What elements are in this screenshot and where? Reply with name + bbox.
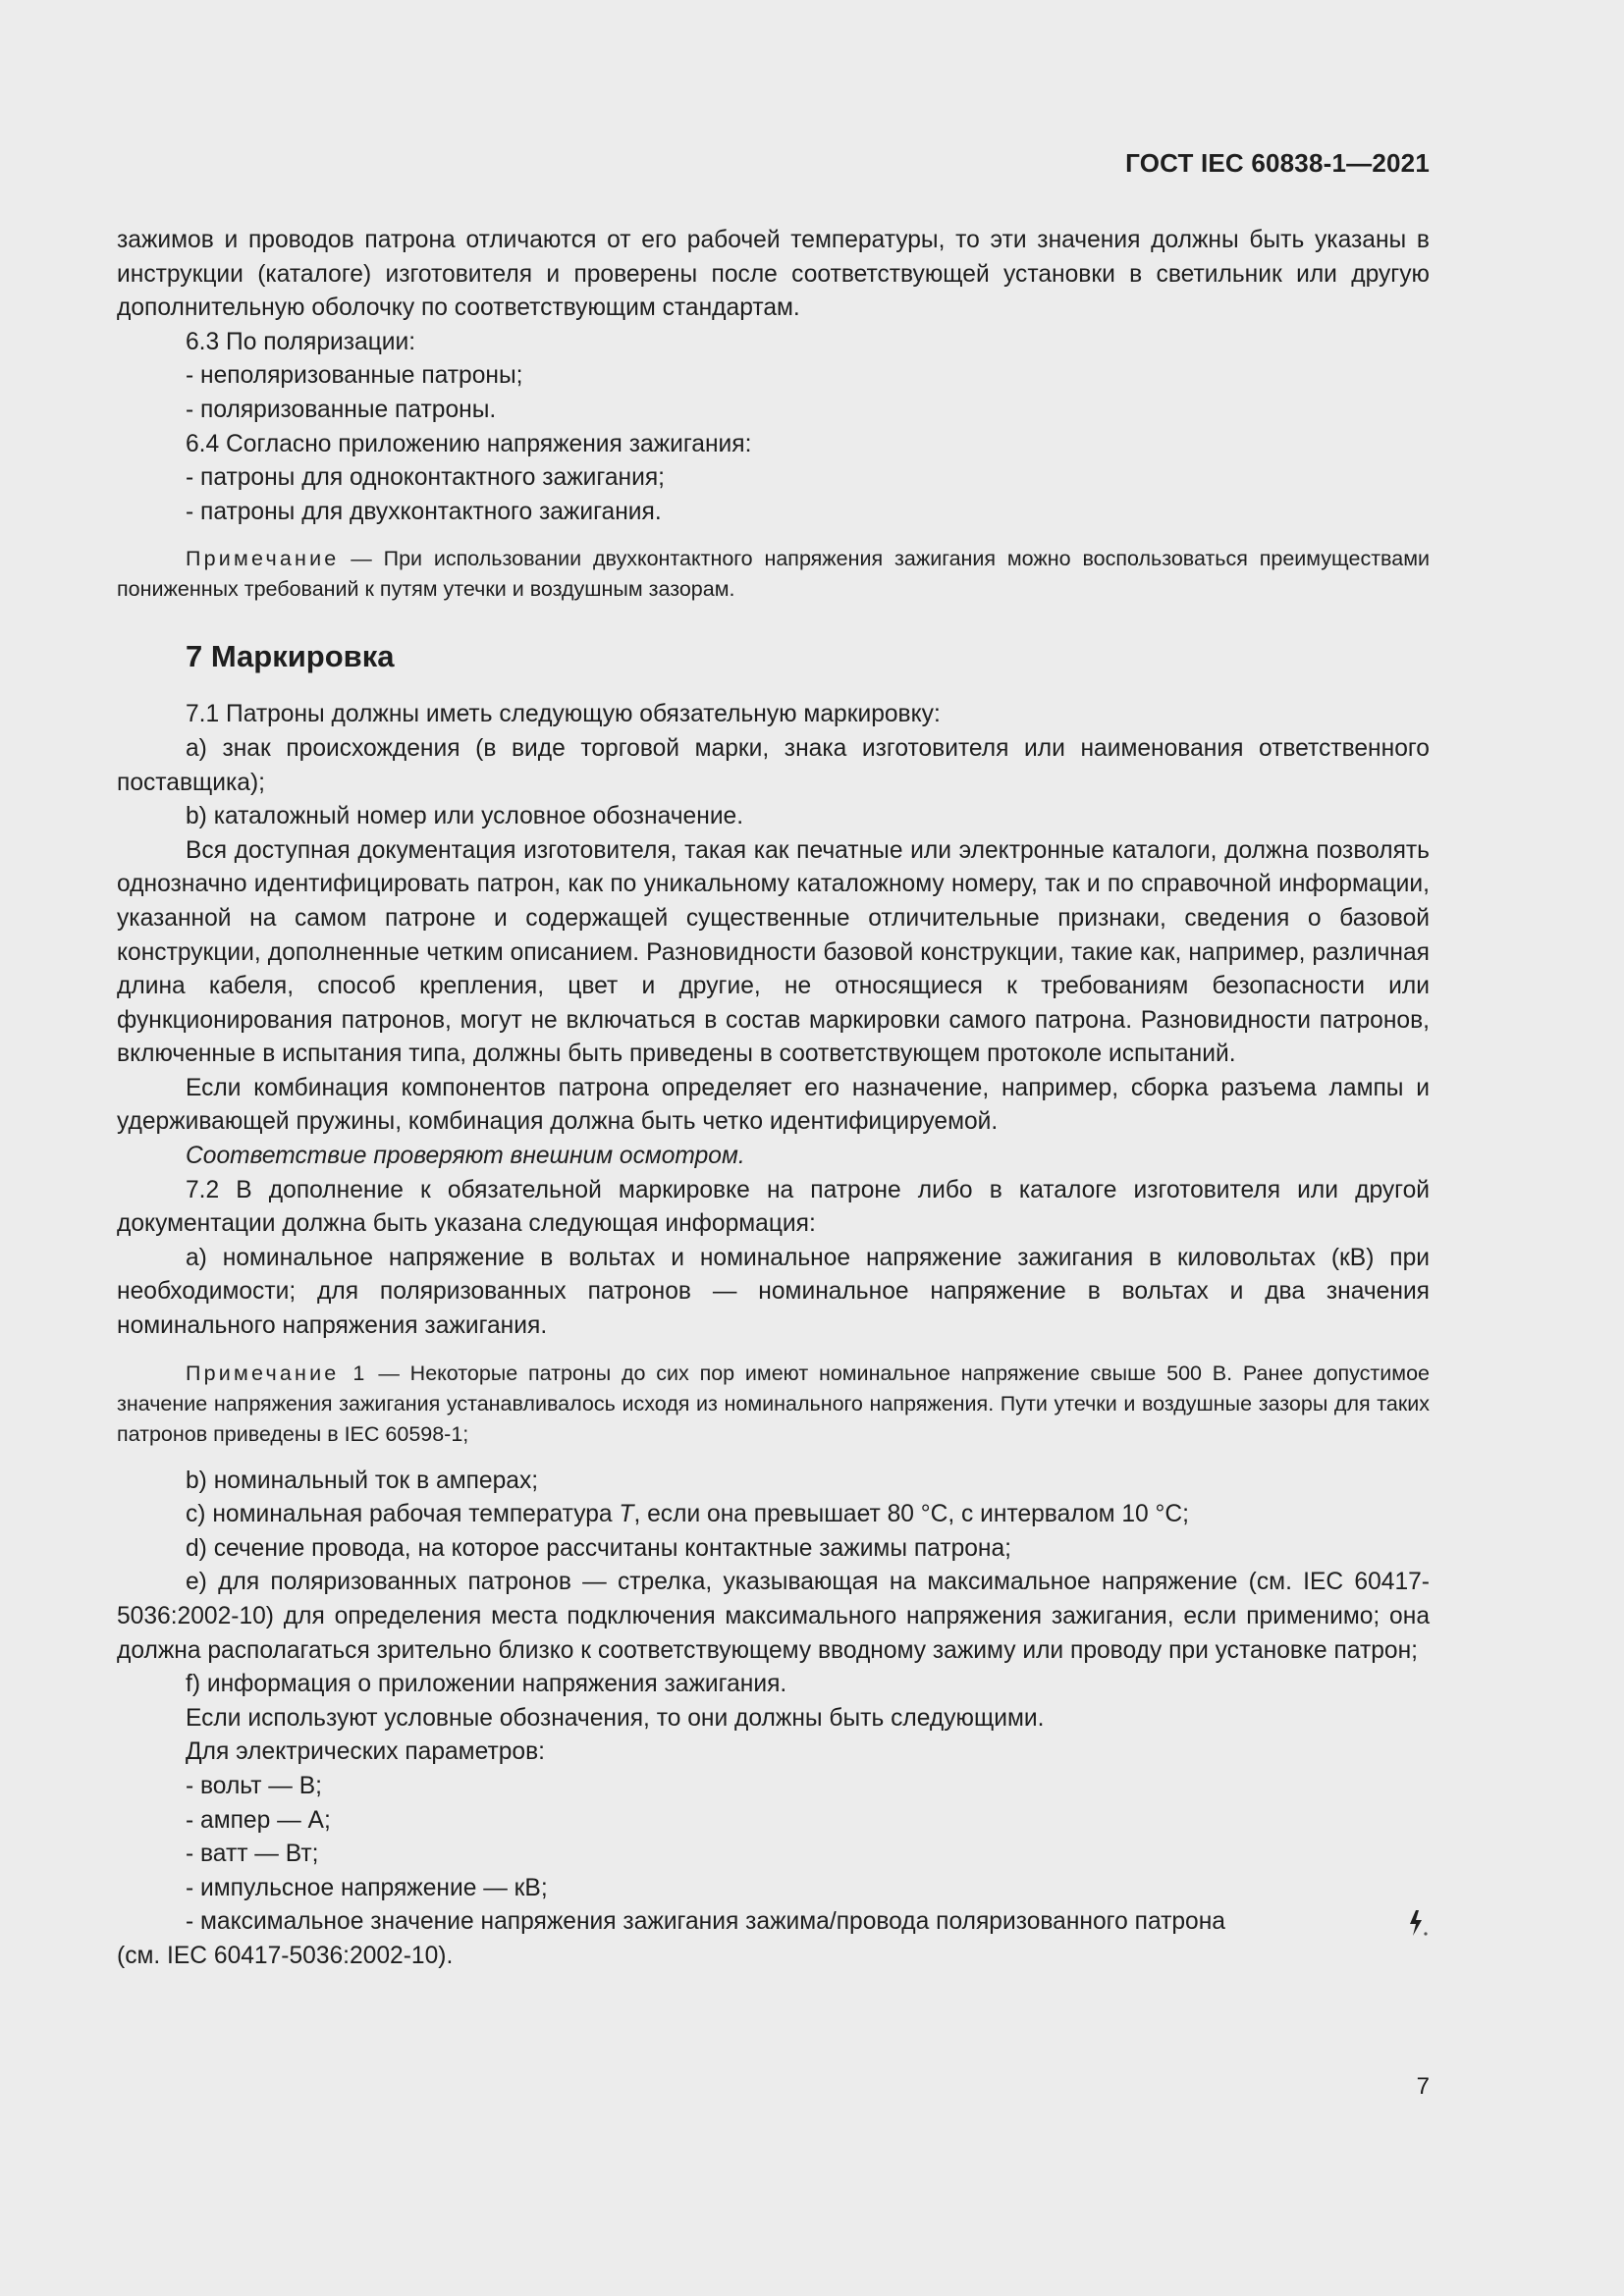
compliance-check: Соответствие проверяют внешним осмотром.: [186, 1143, 745, 1170]
unit-item: - ампер — А;: [186, 1806, 331, 1834]
max-voltage-item: [117, 1905, 1430, 1940]
note-text: — При использовании двухконтактного напряжения зажигания можно воспользоваться преимуществами пониженных требований к путям утечки и воздушным зазорам.: [117, 547, 1430, 602]
page-content: [117, 224, 1430, 1974]
clause-7-2-item-b: b) номинальный ток в амперах;: [186, 1467, 539, 1494]
max-voltage-text: - максимальное значение напряжения зажигания зажима/провода поляризованного патрона: [186, 1908, 1225, 1936]
clause-7-2-item-a: а) номинальное напряжение в вольтах и номинальное напряжение зажигания в киловольтах (кВ) при необходимости; для поляризованных патронов — номинальное напряжение в вольтах и два значения номинального напряжения зажигания.: [117, 1244, 1430, 1340]
section-7-heading: 7 Маркировка: [186, 639, 395, 674]
list-item: - патроны для двухконтактного зажигания.: [186, 498, 662, 525]
max-voltage-reference: (см. IEC 60417-5036:2002-10).: [117, 1942, 454, 1969]
paragraph-documentation: Вся доступная документация изготовителя, такая как печатные или электронные каталоги, должна позволять однозначно идентифицировать патрон, как по уникальному каталожному номеру, так и по справочной информации, указанной на самом патроне и содержащей существенные отличительные признаки, сведения о базовой конструкции, дополненные четким описанием. Разновидности базовой конструкции, такие как, например, различная длина кабеля, способ крепления, цвет и другие, не относящиеся к требованиям безопасности или функционирования патронов, могут не включаться в состав маркировки самого патрона. Разновидности патронов, включенные в испытания типа, должны быть приведены в соответствующем протоколе испытаний.: [117, 836, 1430, 1068]
list-item: - поляризованные патроны.: [186, 396, 497, 423]
note-label: Примечание: [186, 547, 340, 571]
clause-6-4-title: 6.4 Согласно приложению напряжения зажигания:: [186, 430, 752, 457]
note-text: — Некоторые патроны до сих пор имеют номинальное напряжение свыше 500 В. Ранее допустимое значение напряжения зажигания устанавливалось исходя из номинального напряжения. Пути утечки и воздушные зазоры для таких патронов приведены в IEC 60598-1;: [117, 1361, 1430, 1446]
page-number: 7: [1416, 2073, 1430, 2100]
clause-7-1-item-b: b) каталожный номер или условное обозначение.: [186, 803, 744, 830]
clause-6-3-title: 6.3 По поляризации:: [186, 328, 416, 355]
note-clause-6: [117, 544, 1430, 605]
document-code-header: ГОСТ IEC 60838-1—2021: [1125, 148, 1430, 178]
temperature-symbol: T: [619, 1501, 634, 1528]
note-1-clause-7-2: [117, 1359, 1430, 1450]
list-item: - неполяризованные патроны;: [186, 362, 523, 390]
clause-7-1-item-a: а) знак происхождения (в виде торговой марки, знака изготовителя или наименования ответственного поставщика);: [117, 734, 1430, 796]
unit-item: - вольт — В;: [186, 1772, 322, 1799]
electrical-parameters-intro: Для электрических параметров:: [186, 1738, 545, 1766]
paragraph-continuation: зажимов и проводов патрона отличаются от его рабочей температуры, то эти значения должны быть указаны в инструкции (каталоге) изготовителя и проверены после соответствующей установки в светильник или другую дополнительную оболочку по соответствующим стандартам.: [117, 227, 1430, 322]
clause-7-2-item-f: f) информация о приложении напряжения зажигания.: [186, 1671, 787, 1698]
clause-7-2-item-d: d) сечение провода, на которое рассчитаны контактные зажимы патрона;: [186, 1534, 1012, 1562]
paragraph-combination: Если комбинация компонентов патрона определяет его назначение, например, сборка разъема лампы и удерживающей пружины, комбинация должна быть четко идентифицируемой.: [117, 1074, 1430, 1136]
clause-7-2-title: 7.2 В дополнение к обязательной маркировке на патроне либо в каталоге изготовителя или другой документации должна быть указана следующая информация:: [117, 1176, 1430, 1238]
clause-7-2-item-c: [117, 1498, 1430, 1532]
unit-item: - ватт — Вт;: [186, 1841, 319, 1868]
clause-7-1-title: 7.1 Патроны должны иметь следующую обязательную маркировку:: [186, 701, 941, 728]
unit-item: - импульсное напряжение — кВ;: [186, 1874, 548, 1901]
item-c-text: c) номинальная рабочая температура: [186, 1501, 620, 1528]
list-item: - патроны для одноконтактного зажигания;: [186, 464, 665, 492]
clause-7-2-item-e: e) для поляризованных патронов — стрелка, указывающая на максимальное напряжение (см. IEC 60417-5036:2002-10) для определения места подключения максимального напряжения зажигания, если применимо; она должна располагаться зрительно близко к соответствующему вводному зажиму или проводу при установке патрон;: [117, 1569, 1430, 1664]
symbols-intro: Если используют условные обозначения, то они должны быть следующими.: [186, 1704, 1045, 1732]
high-voltage-arrow-icon: [1404, 1908, 1430, 1938]
note-label: Примечание 1: [186, 1361, 368, 1385]
item-c-text-end: , если она превышает 80 °С, с интервалом 10 °С;: [633, 1501, 1189, 1528]
